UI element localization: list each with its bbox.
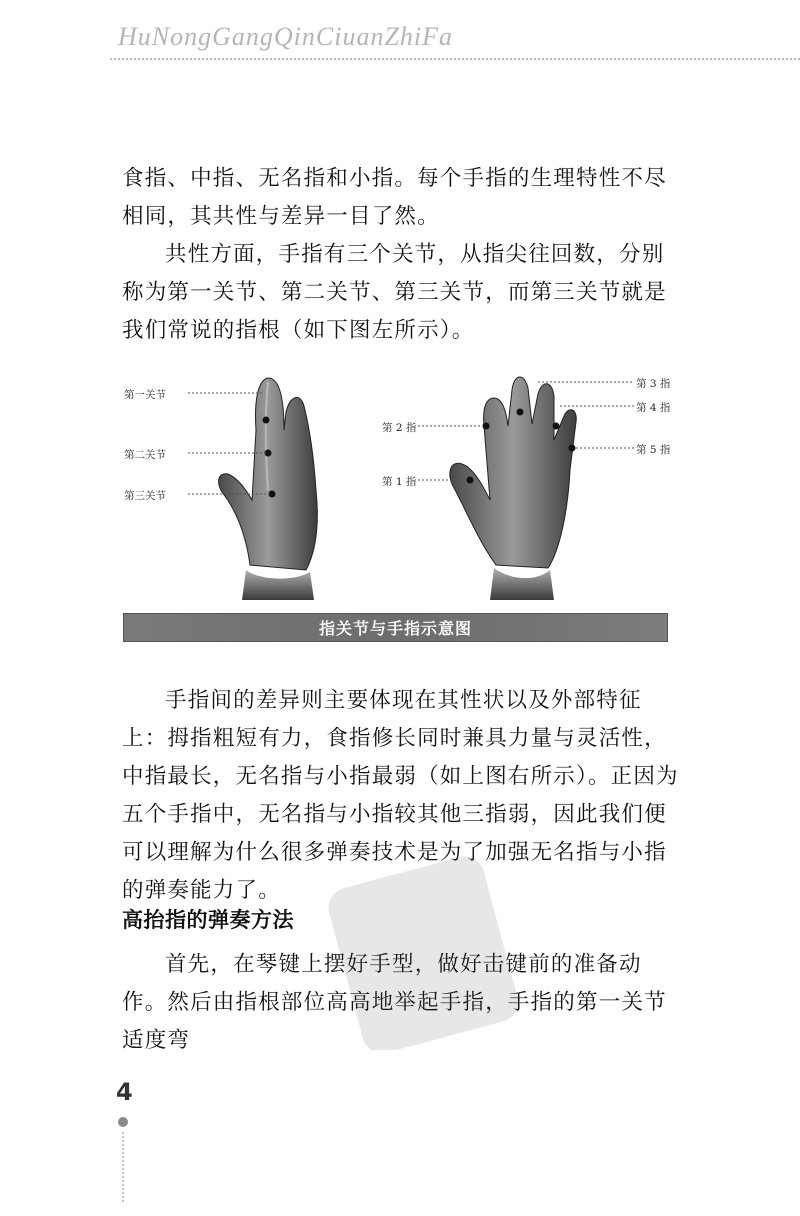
paragraph-finger-intro: 食指、中指、无名指和小指。每个手指的生理特性不尽相同，其共性与差异一目了然。 [122, 166, 667, 229]
finger-4-dot [553, 423, 560, 430]
header-divider [110, 58, 800, 60]
page-number: 4 [116, 1078, 133, 1106]
left-hand-shape [219, 378, 318, 600]
paragraph-technique: 首先，在琴键上摆好手型，做好击键前的准备动作。然后由指根部位高高地举起手指，手指的第一关节适度弯 [122, 952, 667, 1053]
label-finger-4: 第 4 指 [636, 402, 671, 414]
right-hand-shape [450, 377, 576, 600]
label-joint-2: 第二关节 [124, 449, 166, 461]
joint-1-dot [263, 417, 270, 424]
finger-2-dot [483, 423, 490, 430]
page-margin-line [122, 1132, 124, 1202]
hand-figure [118, 360, 678, 600]
figure-caption: 指关节与手指示意图 [123, 613, 668, 642]
paragraph-joints: 共性方面，手指有三个关节，从指尖往回数，分别称为第一关节、第二关节、第三关节，而第三关节就是我们常说的指根（如下图左所示）。 [122, 242, 667, 343]
label-finger-3: 第 3 指 [636, 378, 671, 390]
label-finger-1: 第 1 指 [382, 476, 417, 488]
label-finger-2: 第 2 指 [382, 422, 417, 434]
label-joint-3: 第三关节 [124, 490, 166, 502]
running-header-title: HuNongGangQinCiuanZhiFa [118, 22, 454, 51]
finger-3-dot [517, 409, 524, 416]
section-heading: 高抬指的弹奏方法 [122, 908, 294, 932]
label-finger-5: 第 5 指 [636, 444, 671, 456]
paragraph-finger-differences: 手指间的差异则主要体现在其性状以及外部特征上：拇指粗短有力，食指修长同时兼具力量与灵活性，中指最长，无名指与小指最弱（如上图右所示）。正因为五个手指中，无名指与小指较其他三指弱，因此我们便可以理解为什么很多弹奏技术是为了加强无名指与小指的弹奏能力了。 [122, 688, 679, 903]
page-number-dot [118, 1117, 128, 1127]
label-joint-1: 第一关节 [124, 389, 166, 401]
finger-5-dot [569, 445, 576, 452]
finger-1-dot [467, 477, 474, 484]
